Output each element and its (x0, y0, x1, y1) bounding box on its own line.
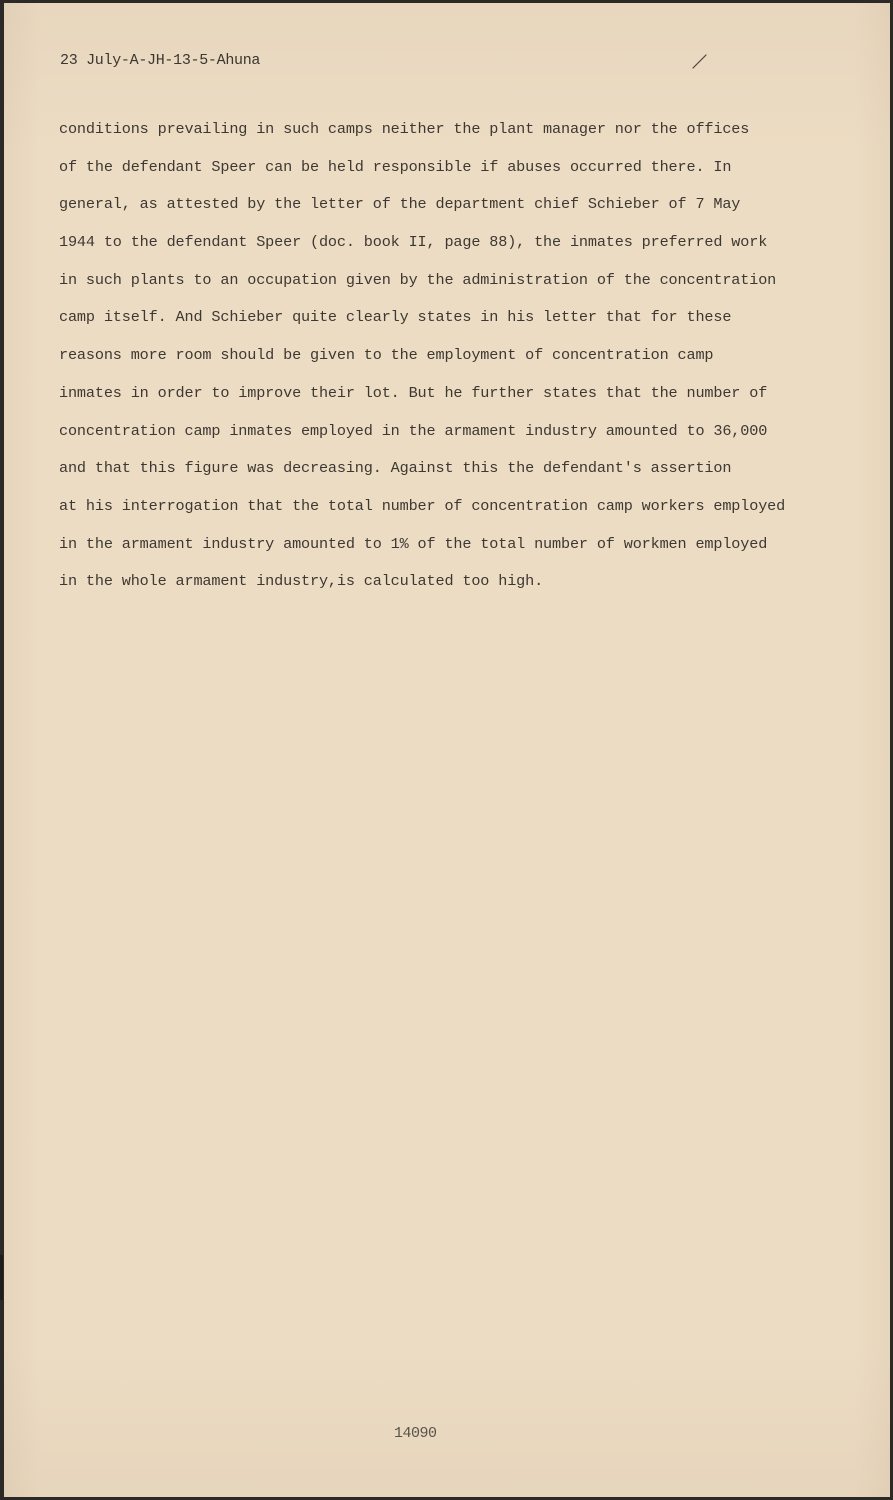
text-line: reasons more room should be given to the employment of concentration camp (59, 346, 714, 365)
pencil-check-mark (690, 51, 710, 71)
text-line: inmates in order to improve their lot. But he further states that the number of (59, 383, 768, 402)
document-page (4, 3, 890, 1497)
text-line: and that this figure was decreasing. Against this the defendant's assertion (59, 459, 732, 478)
text-line: of the defendant Speer can be held responsible if abuses occurred there. In (59, 157, 732, 176)
text-line: in the whole armament industry,is calculated too high. (59, 572, 544, 591)
text-line: camp itself. And Schieber quite clearly states in his letter that for these (59, 308, 732, 327)
text-line: at his interrogation that the total number of concentration camp workers employed (59, 496, 786, 515)
scan-edge-mark (0, 1255, 3, 1300)
text-line: 1944 to the defendant Speer (doc. book II, page 88), the inmates preferred work (59, 233, 768, 252)
text-line: in such plants to an occupation given by the administration of the concentration (59, 270, 777, 289)
document-reference: 23 July-A-JH-13-5-Ahuna (60, 52, 261, 69)
page-number: 14090 (394, 1425, 437, 1442)
body-paragraph (59, 111, 849, 601)
text-line: conditions prevailing in such camps neither the plant manager nor the offices (59, 120, 750, 138)
text-line: general, as attested by the letter of the department chief Schieber of 7 May (59, 195, 741, 214)
text-line: concentration camp inmates employed in the armament industry amounted to 36,000 (59, 421, 768, 440)
text-line: in the armament industry amounted to 1% of the total number of workmen employed (59, 534, 768, 553)
